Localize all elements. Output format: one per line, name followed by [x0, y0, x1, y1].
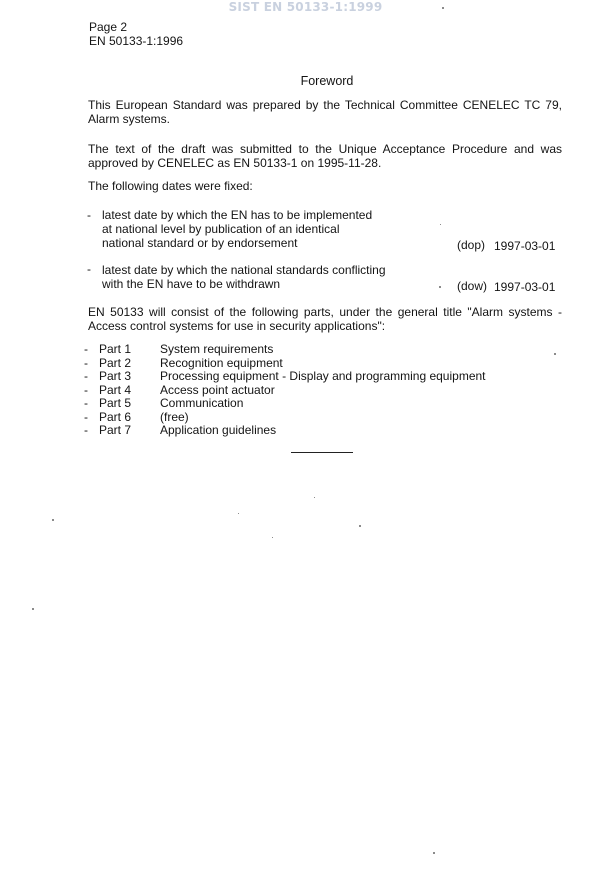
date-item-dop-text — [102, 208, 372, 250]
date-item-line: latest date by which the EN has to be implemented — [102, 208, 373, 222]
part-title: System requirements — [160, 342, 274, 356]
scan-speck — [238, 513, 239, 514]
parts-list — [84, 343, 486, 438]
scan-speck — [272, 537, 273, 538]
date-value-dow: 1997-03-01 — [494, 280, 556, 294]
scan-speck — [440, 224, 441, 225]
list-bullet: - — [84, 409, 88, 424]
date-value-dop: 1997-03-01 — [494, 239, 556, 253]
paragraph-approval: The text of the draft was submitted to the Unique Acceptance Procedure and was approved by CENELEC as EN 50133-1 on 1995-11-28. — [88, 142, 562, 170]
part-title: Recognition equipment — [160, 355, 283, 370]
scan-speck — [32, 608, 34, 610]
list-item — [84, 397, 486, 411]
part-number: Part 5 — [99, 396, 132, 410]
list-bullet: - — [84, 396, 88, 410]
part-title: Processing equipment - Display and programming equipment — [160, 369, 486, 383]
list-item — [84, 343, 486, 357]
list-item — [84, 424, 486, 438]
list-bullet: - — [84, 355, 88, 370]
scan-speck — [52, 519, 54, 521]
date-item-bullet: - — [87, 262, 91, 276]
end-rule — [291, 452, 353, 453]
list-item — [84, 357, 486, 371]
list-item — [84, 411, 486, 425]
section-title: Foreword — [300, 74, 354, 88]
list-bullet: - — [84, 423, 88, 437]
part-number: Part 7 — [99, 423, 132, 437]
scan-speck — [314, 497, 315, 498]
date-item-dow-text — [102, 263, 386, 291]
part-number: Part 2 — [99, 355, 132, 370]
part-title: Communication — [160, 396, 244, 410]
paragraph-parts-intro: EN 50133 will consist of the following parts, under the general title "Alarm systems - Access control systems for use in security applications": — [88, 305, 562, 333]
scan-speck — [433, 852, 435, 854]
scan-speck — [442, 7, 444, 9]
scan-speck — [439, 286, 441, 288]
part-number: Part 4 — [99, 382, 132, 397]
date-code-dow: (dow) — [457, 279, 488, 293]
list-bullet: - — [84, 342, 88, 356]
page-number: Page 2 — [89, 20, 128, 34]
part-number: Part 6 — [99, 409, 132, 424]
date-item-line: latest date by which the national standards conflicting — [102, 263, 386, 277]
list-bullet: - — [84, 382, 88, 397]
scan-speck — [359, 525, 361, 527]
scan-speck — [554, 353, 556, 355]
watermark: SIST EN 50133-1:1999 — [228, 0, 383, 14]
part-title: Access point actuator — [160, 382, 275, 397]
part-number: Part 1 — [99, 342, 132, 356]
paragraph-dates-intro: The following dates were fixed: — [88, 179, 253, 193]
part-number: Part 3 — [99, 369, 132, 383]
part-title: (free) — [160, 409, 189, 424]
list-bullet: - — [84, 369, 88, 383]
list-item — [84, 370, 486, 384]
date-item-line: with the EN have to be withdrawn — [102, 277, 281, 291]
part-title: Application guidelines — [160, 423, 277, 437]
list-item — [84, 384, 486, 398]
date-code-dop: (dop) — [457, 238, 486, 252]
date-item-line: at national level by publication of an identical — [102, 222, 340, 236]
paragraph-committee: This European Standard was prepared by the Technical Committee CENELEC TC 79, Alarm systems. — [88, 98, 562, 126]
date-item-bullet: - — [87, 208, 91, 222]
date-item-line: national standard or by endorsement — [102, 236, 298, 250]
document-id: EN 50133-1:1996 — [89, 34, 184, 48]
